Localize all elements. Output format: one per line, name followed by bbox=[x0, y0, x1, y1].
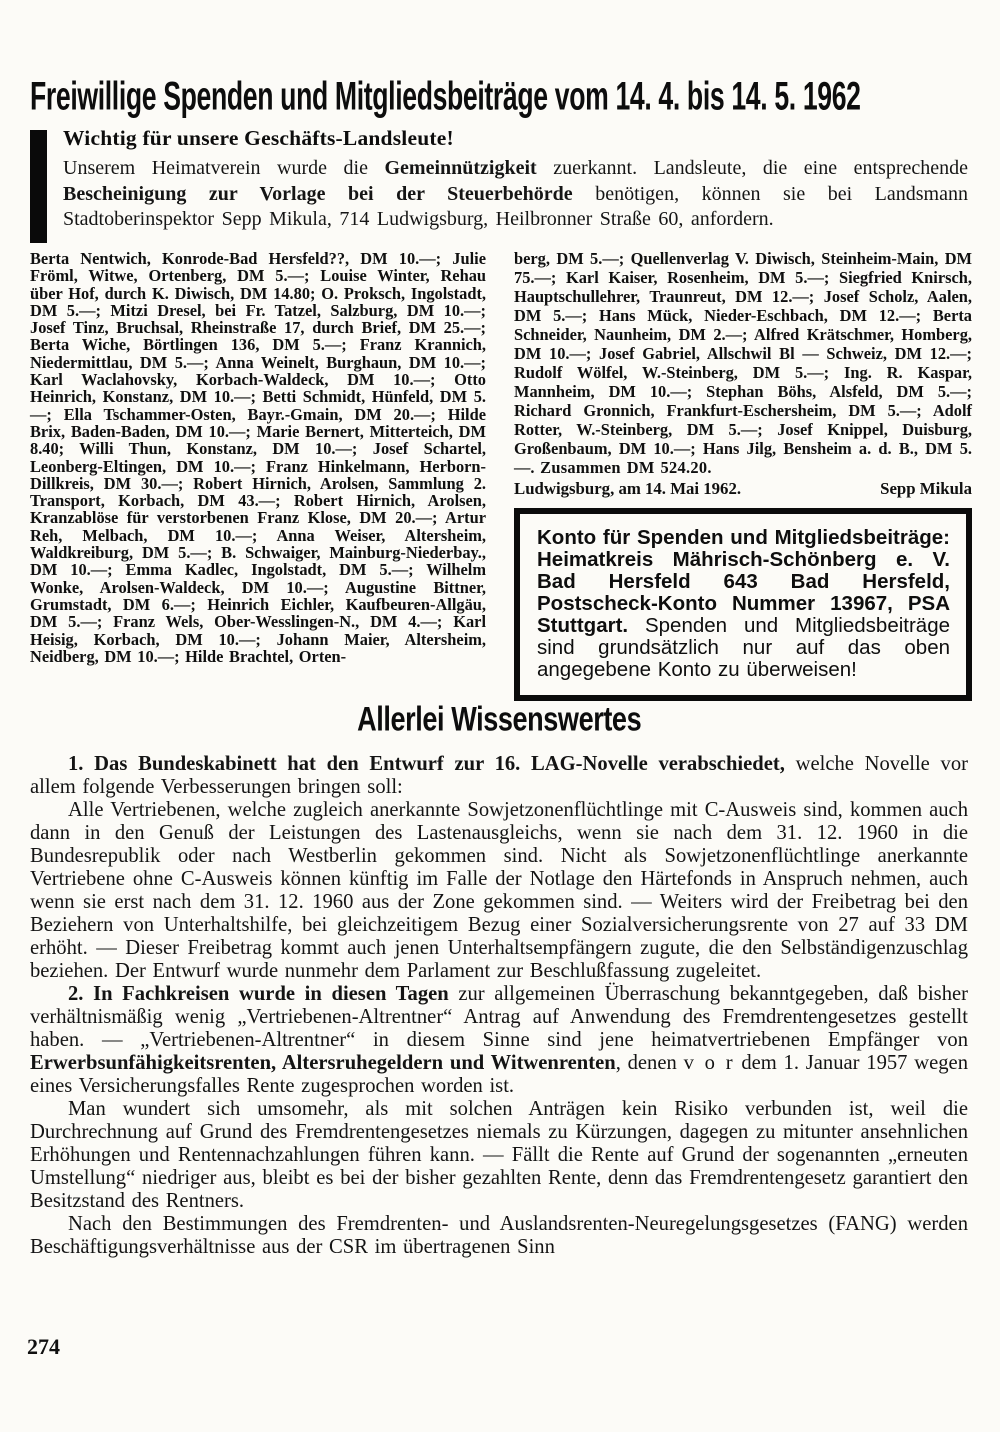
paragraph-3-spaced-word: v o r bbox=[683, 1052, 735, 1074]
donation-total: Zusammen DM 524.20. bbox=[540, 458, 712, 477]
donation-dateline-row bbox=[514, 479, 972, 499]
article-paragraph-3 bbox=[30, 983, 968, 1098]
notice-body bbox=[63, 156, 968, 233]
account-info-box bbox=[514, 508, 972, 701]
notice-text-bold: Gemeinnützigkeit bbox=[384, 157, 537, 179]
notice-text-segment: zuerkannt. Landsleute, die eine entsprechende bbox=[536, 157, 968, 179]
account-box-regular-text: Spenden und Mitgliedsbeiträge sind grundsätzlich nur auf das oben angegebene Konto zu überweisen! bbox=[537, 614, 950, 681]
notice-section bbox=[30, 126, 968, 233]
notice-text-segment: Unserem Heimatverein wurde die bbox=[63, 157, 385, 179]
donation-column-right bbox=[514, 250, 972, 701]
paragraph-3-rest: dem 1. Januar 1957 wegen eines Versicherungsfalles Rente zugesprochen worden ist. bbox=[30, 1052, 968, 1097]
notice-text-bold: Bescheinigung zur Vorlage bei der Steuerbehörde bbox=[63, 182, 573, 205]
article-paragraph-1 bbox=[30, 753, 968, 799]
paragraph-1-lead: 1. Das Bundeskabinett hat den Entwurf zur 16. LAG-Novelle verabschiedet, bbox=[68, 753, 785, 775]
notice-marker-bar bbox=[30, 130, 47, 243]
donation-dateline: Ludwigsburg, am 14. Mai 1962. bbox=[514, 479, 742, 498]
masthead bbox=[30, 76, 970, 119]
article-body bbox=[30, 753, 968, 1259]
donation-signature: Sepp Mikula bbox=[880, 479, 972, 498]
donation-column-left: Berta Nentwich, Konrode-Bad Hersfeld??, DM 10.—; Julie Fröml, Witwe, Ortenberg, DM 5.—; Louise Winter, Rehau über Hof, durch K. Diwisch, DM 14.80; O. Proksch, Ingolstadt, DM 5.—; Mitzi Dresel, bei Fr. Tatzel, Salzburg, DM 10.—; Josef Tinz, Bruchsal, Rheinstraße 17, durch Brief, DM 25.—; Berta Wiche, Börtlingen 136, DM 5.—; Franz Krannich, Niedermittlau, DM 5.—; Anna Weinelt, Burghaun, DM 10.—; Karl Waclahovsky, Korbach-Waldeck, DM 10.—; Otto Heinrich, Konstanz, DM 10.—; Betti Schmidt, Hünfeld, DM 5.—; Ella Tschammer-Osten, Bayr.-Gmain, DM 20.—; Hilde Brix, Baden-Baden, DM 10.—; Marie Bernert, Mitterteich, DM 8.40; Willi Thun, Konstanz, DM 10.—; Josef Schartel, Leonberg-Eltingen, DM 10.—; Franz Hinkelmann, Herborn-Dillkreis, DM 30.—; Robert Hirnich, Arolsen, Sammlung 2. Transport, Korbach, DM 43.—; Robert Hirnich, Arolsen, Kranzablöse für verstorbenen Franz Klose, DM 20.—; Artur Reh, Melbach, DM 10.—; Anna Weiser, Altersheim, Waldkreiburg, DM 5.—; B. Schwaiger, Mainburg-Niederbay., DM 10.—; Emma Kadlec, Ingolstadt, DM 5.—; Wilhelm Wonke, Arolsen-Waldeck, DM 10.—; Augustine Bittner, Grumstadt, DM 6.—; Heinrich Eichler, Kaufbeuren-Allgäu, DM 5.—; Franz Wels, Ober-Wesslingen-N., DM 4.—; Karl Heisig, Korbach, DM 10.—; Johann Maier, Altersheim, Neidberg, DM 10.—; Hilde Brachtel, Orten- bbox=[30, 249, 486, 666]
donation-text: berg, DM 5.—; Quellenverlag V. Diwisch, Steinheim-Main, DM 75.—; Karl Kaiser, Rosenheim, DM 5.—; Siegfried Knirsch, Hauptschullehrer, Traunreut, DM 12.—; Josef Scholz, Aalen, DM 5.—; Hans Mück, Nieder-Eschbach, DM 12.—; Berta Schneider, Naunheim, DM 2.—; Alfred Krätschmer, Homberg, DM 10.—; Josef Gabriel, Allschwil Bl — Schweiz, DM 12.—; Rudolf Wölfel, W.-Steinberg, DM 5.—; Ing. R. Kaspar, Mannheim, DM 10.—; Stephan Böhs, Alsfeld, DM 5.—; Richard Gronnich, Frankfurt-Eschersheim, DM 5.—; Adolf Rotter, W.-Steinberg, DM 5.—; Josef Knippel, Duisburg, Großenbaum, DM 10.—; Hans Jilg, Bensheim a. d. B., DM 5.—. bbox=[514, 249, 972, 477]
page-title: Freiwillige Spenden und Mitgliedsbeiträge vom 14. 4. bis 14. 5. 1962 bbox=[30, 74, 861, 120]
paragraph-1-rest: welche Novelle vor allem folgende Verbesserungen bringen soll: bbox=[30, 753, 968, 798]
article-paragraph-2: Alle Vertriebenen, welche zugleich anerkannte Sowjetzonenflüchtlinge mit C-Ausweis sind, kommen auch dann in den Genuß der Leistungen des Lastenausgleichs, wenn sie nach dem 31. 12. 1960 in die Bundesrepublik oder nach Westberlin gekommen sind. Nicht als Sowjetzonenflüchtlinge anerkannte Vertriebene ohne C-Ausweis können künftig im Falle der Notlage den Härtefonds in Anspruch nehmen, auch wenn sie erst nach dem 31. 12. 1960 aus der Zone gekommen sind. — Weiters wird der Freibetrag bei den Beziehern von Unterhaltshilfe, bei gleichzeitigem Bezug einer Sozialversicherungsrente von 27 auf 33 DM erhöht. — Dieser Freibetrag kommt auch jenen Unterhaltsempfängern zugute, die den Selbständigenzuschlag beziehen. Der Entwurf wurde nunmehr dem Parlament zur Beschlußfassung zugeleitet. bbox=[30, 799, 968, 982]
paragraph-3-lead: 2. In Fachkreisen wurde in diesen Tagen bbox=[68, 983, 449, 1005]
notice-text-segment: benötigen, können sie bei Landsmann Stadtoberinspektor Sepp Mikula, 714 Ludwigsburg, Heilbronner Straße 60, anfordern. bbox=[63, 182, 968, 230]
paragraph-3-text: , denen bbox=[615, 1052, 684, 1074]
paragraph-3-text: zur allgemeinen Überraschung bekanntgegeben, daß bisher verhältnismäßig wenig „Vertriebenen-Altrentner“ Antrag auf Anwendung des Fremdrentengesetzes gestellt haben. — „Vertriebenen-Altrentner“ in diesem Sinne sind jene heimatvertriebenen Empfänger von bbox=[30, 983, 968, 1051]
notice-heading: Wichtig für unsere Geschäfts-Landsleute! bbox=[63, 126, 454, 150]
article-paragraph-4: Man wundert sich umsomehr, als mit solchen Anträgen kein Risiko verbunden ist, weil die Durchrechnung auf Grund des Fremdrentengesetzes niemals zu Kürzungen, dagegen zu mitunter ansehnlichen Erhöhungen und Rentennachzahlungen führen kann. — Fällt die Rente auf Grund der sogenannten „erneuten Umstellung“ niedriger aus, bleibt es bei der bisher gezahlten Rente, denn das Fremdrentengesetz garantiert den Besitzstand des Rentners. bbox=[30, 1098, 968, 1212]
section-title: Allerlei Wissenswertes bbox=[356, 699, 642, 738]
article-paragraph-5: Nach den Bestimmungen des Fremdrenten- und Auslandsrenten-Neuregelungsgesetzes (FANG) werden Beschäftigungsverhältnisse aus der CSR im übertragenen Sinn bbox=[30, 1213, 968, 1258]
donation-list-continued bbox=[514, 250, 972, 478]
account-box-bold-text: Konto für Spenden und Mitgliedsbeiträge: Heimatkreis Mährisch-Schönberg e. V. Bad Hersfeld 643 Bad Hersfeld, Postscheck-Konto Nummer 13967, PSA Stuttgart. bbox=[537, 526, 950, 637]
paragraph-3-bold: Erwerbsunfähigkeitsrenten, Altersruhegeldern und Witwenrenten bbox=[30, 1052, 616, 1074]
page-number: 274 bbox=[27, 1334, 60, 1359]
section-title-wrap bbox=[30, 700, 968, 738]
